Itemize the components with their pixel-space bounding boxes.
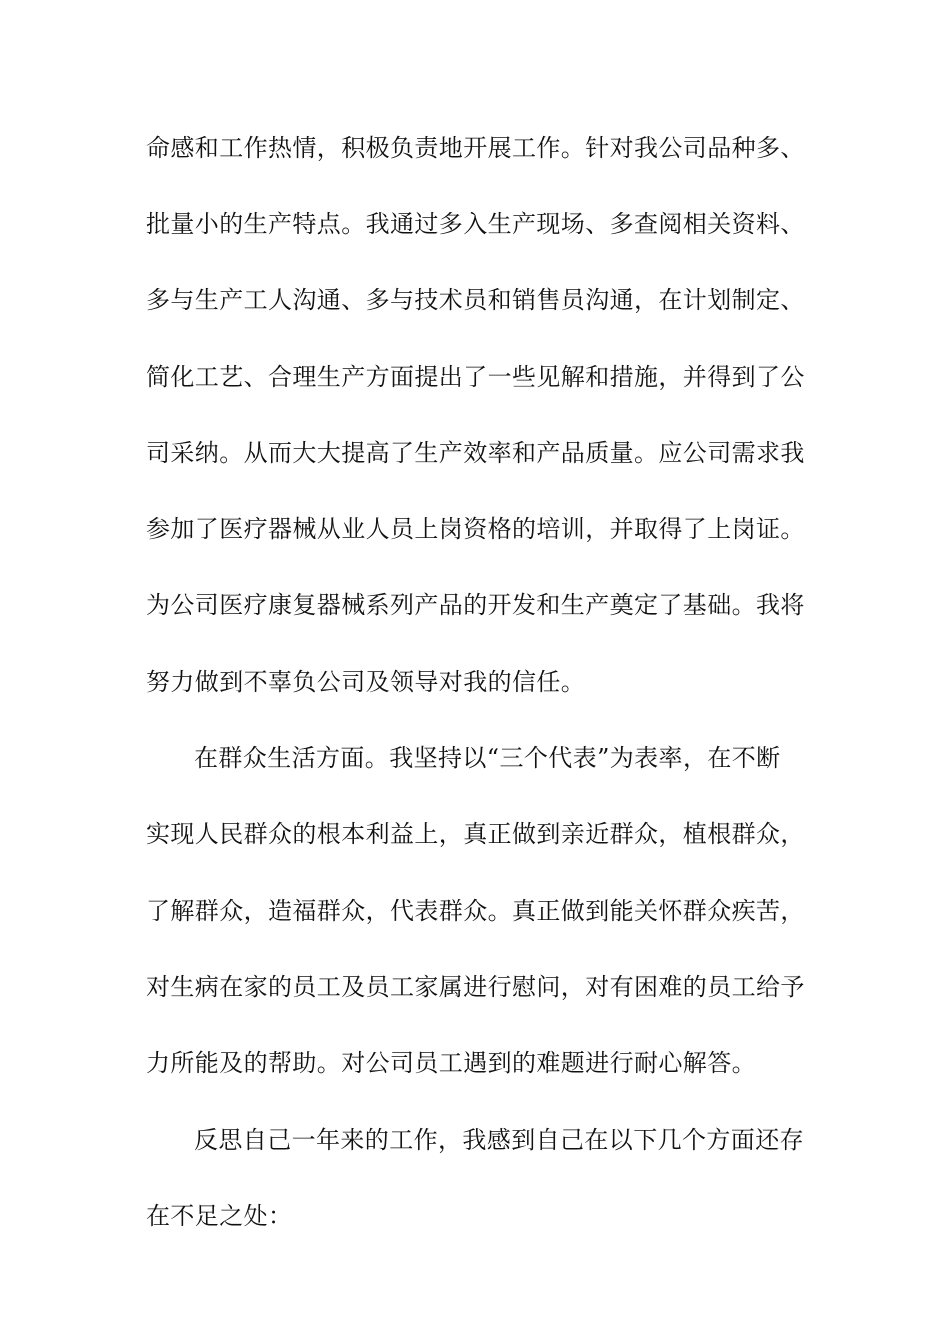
text-line: 了解群众，造福群众，代表群众。真正做到能关怀群众疾苦， bbox=[146, 897, 805, 925]
text-line: 力所能及的帮助。对公司员工遇到的难题进行耐心解答。 bbox=[146, 1049, 756, 1077]
text-line: 司采纳。从而大大提高了生产效率和产品质量。应公司需求我 bbox=[146, 439, 805, 467]
text-line: 努力做到不辜负公司及领导对我的信任。 bbox=[146, 668, 586, 696]
text-line: 简化工艺、合理生产方面提出了一些见解和措施，并得到了公 bbox=[146, 363, 805, 391]
text-line: 对生病在家的员工及员工家属进行慰问，对有困难的员工给予 bbox=[146, 973, 805, 1001]
text-line: 命感和工作热情，积极负责地开展工作。针对我公司品种多、 bbox=[146, 134, 805, 162]
text-line: 为公司医疗康复器械系列产品的开发和生产奠定了基础。我将 bbox=[146, 591, 805, 619]
paragraph-start-line: 在群众生活方面。我坚持以“三个代表”为表率，在不断 bbox=[194, 744, 781, 772]
text-line: 实现人民群众的根本利益上，真正做到亲近群众，植根群众， bbox=[146, 820, 805, 848]
text-line: 批量小的生产特点。我通过多入生产现场、多查阅相关资料、 bbox=[146, 210, 805, 238]
text-line: 多与生产工人沟通、多与技术员和销售员沟通，在计划制定、 bbox=[146, 286, 805, 314]
text-line: 在不足之处： bbox=[146, 1202, 293, 1230]
text-line: 参加了医疗器械从业人员上岗资格的培训，并取得了上岗证。 bbox=[146, 515, 805, 543]
paragraph-start-line: 反思自己一年来的工作，我感到自己在以下几个方面还存 bbox=[194, 1126, 804, 1154]
